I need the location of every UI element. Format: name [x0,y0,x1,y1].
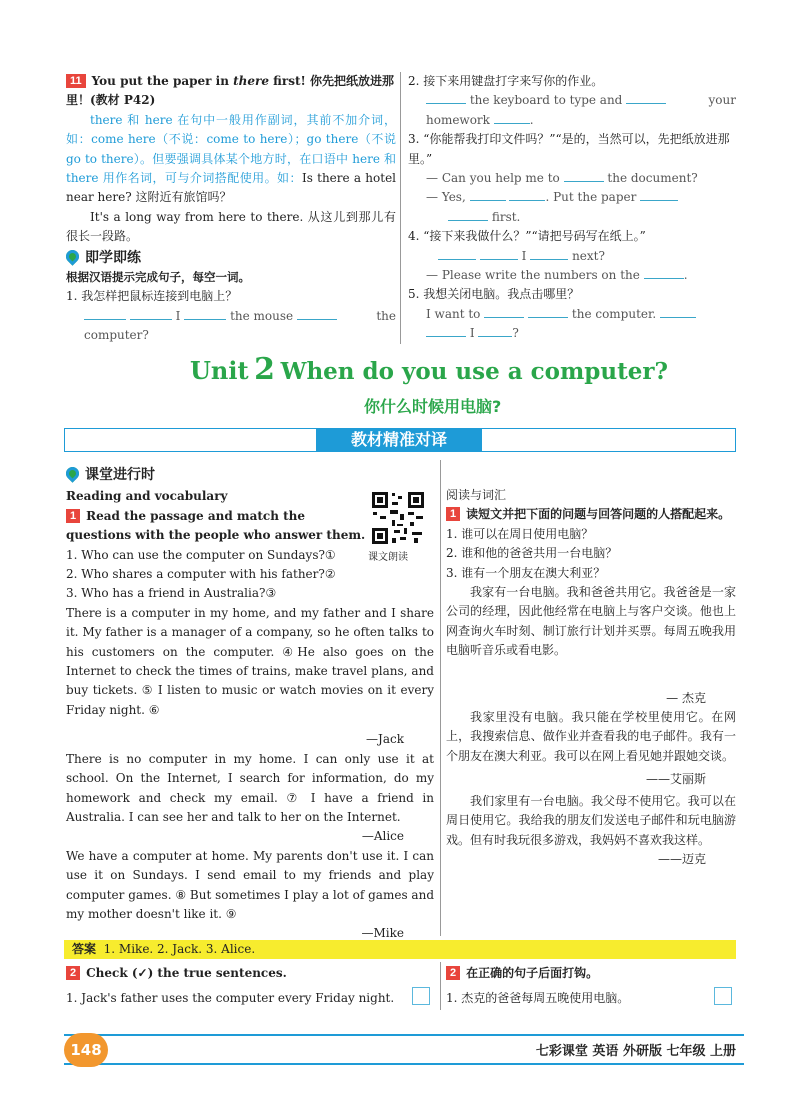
practice-q3-a: — Can you help me to the document? [426,171,698,186]
question-cn-3: 3. 谁有一个朋友在澳大利亚？ [446,565,606,580]
passage-mike-cn: 我们家里有一台电脑。我父母不使用它。我可以在周日使用它。我给我的朋友们发送电子邮件和玩电脑游戏。但有时我玩很多游戏，我妈妈不喜欢我这样。 [446,793,736,847]
question-cn-2: 2. 谁和他的爸爸共用一台电脑？ [446,546,618,561]
answer-blank[interactable] [530,248,568,260]
footer-book-info: 七彩课堂 英语 外研版 七年级 上册 [535,1044,736,1059]
practice-q2-line: the keyboard to type and your [408,91,736,110]
practice-q5-b: I ? [408,324,736,343]
answer-blank[interactable] [84,308,126,320]
practice-q2: 2. 接下来用键盘打字来写你的作业。 [408,74,604,88]
practice-q2-end: homework . [426,112,534,127]
column-divider-bottom [440,962,441,1010]
answer-blank[interactable] [480,248,518,260]
task-1-instruction-cn: 1 读短文并把下面的问题与回答问题的人搭配起来。 [446,505,736,524]
answer-blank[interactable] [438,248,476,260]
answer-blank[interactable] [184,308,226,320]
unit-title: Unit 2 When do you use a computer? [190,352,668,387]
answer-blank[interactable] [484,306,524,318]
qr-label: 课文朗读 [368,552,408,563]
question-cn-1: 1. 谁可以在周日使用电脑？ [446,526,594,541]
reading-vocab-heading: Reading and vocabulary [66,489,228,504]
practice-q1-line: I the mouse the [66,307,396,326]
practice-q4-b: — Please write the numbers on the . [426,268,688,283]
check-item-1: 1. Jack's father uses the computer every Friday night. [66,991,395,1006]
signature-jack: —Jack [366,732,404,747]
answer-blank[interactable] [130,308,172,320]
footer-rule-top [64,1034,744,1036]
practice-q5: 5. 我想关闭电脑。我点击哪里？ [408,287,580,302]
passage-jack-cn: 我家有一台电脑。我和爸爸共用它。我爸爸是一家公司的经理，因此他经常在电脑上与客户交谈。他也上网查询火车时刻、制订旅行计划并买票。每周五晚我用电脑听音乐或看电影。 [446,585,736,658]
unit-cn-title: 你什么时候用电脑? [364,397,502,416]
location-pin-icon [63,247,81,265]
answer-blank[interactable] [644,267,684,279]
answer-blank[interactable] [660,306,696,318]
check-item-1-cn: 1. 杰克的爸爸每周五晚使用电脑。 [446,991,630,1006]
passage-jack: There is a computer in my home, and my father and I share it. My father is a manager of a company, so he often talks to his customers on the computer. ④He also goes on the Internet to check the times of trains, make travel plans, and buy tickets. ⑤ I listen to music or watch movies on it every Friday night. ⑥ [66,605,434,717]
answer-blank[interactable] [626,92,666,104]
practice-q1-end: computer? [84,328,149,343]
check-box-cn[interactable] [714,987,732,1005]
reading-right-column [446,486,736,869]
answer-blank[interactable] [426,92,466,104]
practice-q4: 4. “接下来我做什么？”“请把号码写在纸上。” [408,229,646,244]
signature-jack-cn: — 杰克 [666,690,706,705]
check-box[interactable] [412,987,430,1005]
question-1: 1. Who can use the computer on Sundays?① [66,547,336,562]
check-left [66,964,434,1009]
answer-blank[interactable] [640,189,678,201]
signature-mike-cn: ——迈克 [657,851,706,866]
question-2: 2. Who shares a computer with his father?② [66,567,336,582]
section-title: 课堂进行时 [66,466,434,485]
reading-vocab-heading-cn: 阅读与词汇 [446,488,507,502]
page-number: 148 [64,1033,108,1067]
answer-blank[interactable] [448,209,488,221]
location-pin-icon [63,464,81,482]
grammar-heading: 11 You put the paper in there first! 你先把纸放进那里！(教材 P42) [66,74,394,108]
passage-alice-cn: 我家里没有电脑。我只能在学校里使用它。在网上，我搜索信息、做作业并查看我的电子邮件。我有一个朋友在澳大利亚。我可以在网上看见她并跟她交谈。 [446,710,736,763]
practice-q3: 3. “你能帮我打印文件吗？”“是的，当然可以，先把纸放进那里。” [408,132,730,166]
answer-blank[interactable] [478,325,512,337]
answer-blank[interactable] [426,325,466,337]
check-title: 2 Check (✓) the true sentences. [66,964,434,983]
practice-title: 即学即练 [66,249,396,268]
signature-mike: —Mike [361,926,404,941]
answer-blank[interactable] [297,308,337,320]
signature-alice: —Alice [361,829,404,844]
signature-alice-cn: ——艾丽斯 [645,772,706,787]
practice-q4-a: I next? [408,247,736,266]
top-right-column [408,72,736,344]
grammar-note: there 和 here 在句中一般用作副词，其前不加介词，如：come here（不说：come to here）；go there（不说 go to there）。但要强调具体某个地方时，在口语中 here 和 there 用作名词，可与介词搭配使用。如：Is there a hotel near here? 这附近有旅馆吗？ [66,112,397,205]
column-divider-middle [440,460,441,936]
banner-label: 教材精准对译 [316,428,482,452]
answer-bar: 答案 1. Mike. 2. Jack. 3. Alice. [64,940,736,959]
passage-alice: There is no computer in my home. I can only use it at school. On the Internet, I search for information, do my homework and check my email. ⑦ I have a friend in Australia. I can see her and talk to her on the Internet. [66,751,434,824]
grammar-example: It's a long way from here to there. 从这儿到那儿有很长一段路。 [66,209,396,244]
top-left-column [66,72,396,346]
answer-blank[interactable] [564,170,604,182]
practice-q3-c: first. [408,208,736,227]
practice-q3-b: — Yes, . Put the paper [408,188,736,207]
footer-rule-bottom [64,1063,744,1065]
qr-code-icon[interactable] [370,490,426,546]
answer-blank[interactable] [470,189,506,201]
practice-q1: 1. 我怎样把鼠标连接到电脑上？ [66,289,238,304]
answer-blank[interactable] [528,306,568,318]
question-3: 3. Who has a friend in Australia?③ [66,586,277,601]
answer-blank[interactable] [494,112,530,124]
item-badge: 11 [66,74,86,88]
practice-q5-a: I want to the computer. [408,305,736,324]
answer-blank[interactable] [509,189,545,201]
task-1-instruction: 1 Read the passage and match the questions with the people who answer them. [66,508,366,543]
passage-mike: We have a computer at home. My parents don't use it. I can use it on Sundays. I send email to my friends and play computer games. ⑧ But sometimes I play a lot of games and my mother doesn't like it. ⑨ [66,848,434,921]
check-title-cn: 2 在正确的句子后面打钩。 [446,964,736,983]
column-divider-top [400,72,401,344]
check-right [446,964,736,1009]
practice-instruction: 根据汉语提示完成句子，每空一词。 [66,270,250,285]
